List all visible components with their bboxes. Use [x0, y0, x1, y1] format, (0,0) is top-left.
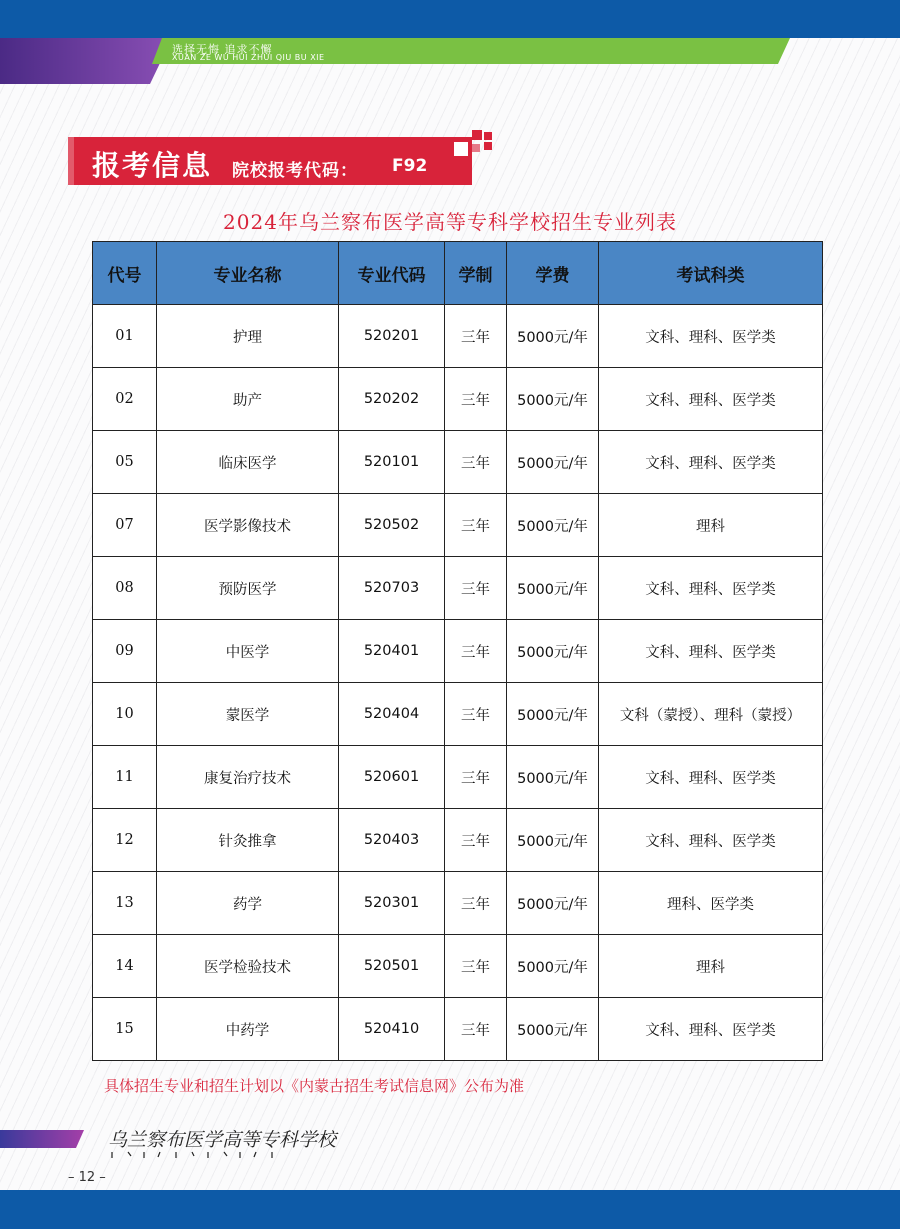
- cell-major-code: 520201: [339, 305, 445, 368]
- majors-table: [92, 241, 823, 1061]
- school-code-value: F92: [392, 156, 428, 176]
- column-header: 考试科类: [599, 242, 823, 305]
- table-row: [93, 935, 823, 998]
- cell-fee: 5000元/年: [507, 620, 599, 683]
- top-color-bar: [0, 0, 900, 38]
- cell-duration: 三年: [445, 620, 507, 683]
- cell-code: 10: [93, 683, 157, 746]
- cell-subjects: 文科、理科、医学类: [599, 305, 823, 368]
- cell-subjects: 文科、理科、医学类: [599, 746, 823, 809]
- cell-major-code: 520202: [339, 368, 445, 431]
- table-row: [93, 746, 823, 809]
- cell-major-name: 医学影像技术: [157, 494, 339, 557]
- table-row: [93, 620, 823, 683]
- table-row: [93, 872, 823, 935]
- column-header: 学制: [445, 242, 507, 305]
- cell-major-name: 护理: [157, 305, 339, 368]
- cell-major-name: 临床医学: [157, 431, 339, 494]
- cell-major-name: 康复治疗技术: [157, 746, 339, 809]
- cell-fee: 5000元/年: [507, 305, 599, 368]
- cell-duration: 三年: [445, 557, 507, 620]
- cell-code: 09: [93, 620, 157, 683]
- bottom-color-bar: [0, 1190, 900, 1229]
- cell-subjects: 文科、理科、医学类: [599, 620, 823, 683]
- bottom-left-accent: [0, 1130, 84, 1148]
- column-header: 专业名称: [157, 242, 339, 305]
- cell-subjects: 文科（蒙授）、理科（蒙授）: [599, 683, 823, 746]
- cell-major-name: 中医学: [157, 620, 339, 683]
- school-signature-text: 乌兰察布医学高等专科学校: [108, 1129, 337, 1151]
- table-row: [93, 557, 823, 620]
- cell-major-code: 520601: [339, 746, 445, 809]
- table-row: [93, 431, 823, 494]
- cell-fee: 5000元/年: [507, 368, 599, 431]
- cell-subjects: 文科、理科、医学类: [599, 809, 823, 872]
- table-title: 2024年乌兰察布医学高等专科学校招生专业列表: [223, 210, 677, 234]
- table-header-row: [93, 242, 823, 305]
- cell-major-name: 药学: [157, 872, 339, 935]
- cell-major-code: 520404: [339, 683, 445, 746]
- cell-code: 11: [93, 746, 157, 809]
- cell-major-name: 医学检验技术: [157, 935, 339, 998]
- cell-major-code: 520703: [339, 557, 445, 620]
- cell-subjects: 文科、理科、医学类: [599, 998, 823, 1061]
- cell-code: 15: [93, 998, 157, 1061]
- cell-code: 14: [93, 935, 157, 998]
- table-row: [93, 683, 823, 746]
- pixel-decoration-icon: [448, 128, 498, 168]
- cell-duration: 三年: [445, 872, 507, 935]
- cell-code: 02: [93, 368, 157, 431]
- cell-fee: 5000元/年: [507, 998, 599, 1061]
- cell-major-name: 针灸推拿: [157, 809, 339, 872]
- table-row: [93, 809, 823, 872]
- cell-subjects: 理科、医学类: [599, 872, 823, 935]
- cell-duration: 三年: [445, 998, 507, 1061]
- table-row: [93, 998, 823, 1061]
- section-title: 报考信息: [92, 149, 213, 182]
- cell-fee: 5000元/年: [507, 935, 599, 998]
- cell-code: 05: [93, 431, 157, 494]
- cell-major-name: 中药学: [157, 998, 339, 1061]
- cell-major-code: 520301: [339, 872, 445, 935]
- cell-duration: 三年: [445, 431, 507, 494]
- cell-duration: 三年: [445, 494, 507, 557]
- slogan-chinese: 选择无悔 追求不懈: [172, 43, 273, 56]
- cell-duration: 三年: [445, 935, 507, 998]
- cell-code: 07: [93, 494, 157, 557]
- cell-major-code: 520101: [339, 431, 445, 494]
- cell-duration: 三年: [445, 368, 507, 431]
- cell-duration: 三年: [445, 683, 507, 746]
- column-header: 专业代码: [339, 242, 445, 305]
- column-header: 学费: [507, 242, 599, 305]
- table-row: [93, 494, 823, 557]
- cell-major-code: 520502: [339, 494, 445, 557]
- slogan-band: [0, 38, 900, 84]
- page-number: – 12 –: [68, 1170, 106, 1185]
- school-signature: [108, 1122, 337, 1162]
- cell-subjects: 文科、理科、医学类: [599, 431, 823, 494]
- column-header: 代号: [93, 242, 157, 305]
- cell-code: 08: [93, 557, 157, 620]
- footnote: 具体招生专业和招生计划以《内蒙古招生考试信息网》公布为准: [104, 1077, 525, 1095]
- table-row: [93, 305, 823, 368]
- cell-code: 13: [93, 872, 157, 935]
- cell-code: 12: [93, 809, 157, 872]
- table-row: [93, 368, 823, 431]
- school-code-label: 院校报考代码：: [232, 161, 358, 181]
- cell-fee: 5000元/年: [507, 872, 599, 935]
- cell-major-code: 520403: [339, 809, 445, 872]
- cell-fee: 5000元/年: [507, 494, 599, 557]
- cell-major-code: 520501: [339, 935, 445, 998]
- cell-subjects: 理科: [599, 935, 823, 998]
- cell-major-name: 蒙医学: [157, 683, 339, 746]
- cell-major-name: 助产: [157, 368, 339, 431]
- cell-major-name: 预防医学: [157, 557, 339, 620]
- cell-fee: 5000元/年: [507, 809, 599, 872]
- slogan-pinyin: XUAN ZE WU HUI ZHUI QIU BU XIE: [172, 53, 325, 62]
- cell-subjects: 文科、理科、医学类: [599, 368, 823, 431]
- cell-subjects: 文科、理科、医学类: [599, 557, 823, 620]
- cell-fee: 5000元/年: [507, 746, 599, 809]
- table-body: [93, 305, 823, 1061]
- cell-major-code: 520410: [339, 998, 445, 1061]
- cell-duration: 三年: [445, 746, 507, 809]
- cell-fee: 5000元/年: [507, 431, 599, 494]
- cell-fee: 5000元/年: [507, 683, 599, 746]
- cell-duration: 三年: [445, 305, 507, 368]
- cell-subjects: 理科: [599, 494, 823, 557]
- cell-major-code: 520401: [339, 620, 445, 683]
- cell-fee: 5000元/年: [507, 557, 599, 620]
- cell-code: 01: [93, 305, 157, 368]
- cell-duration: 三年: [445, 809, 507, 872]
